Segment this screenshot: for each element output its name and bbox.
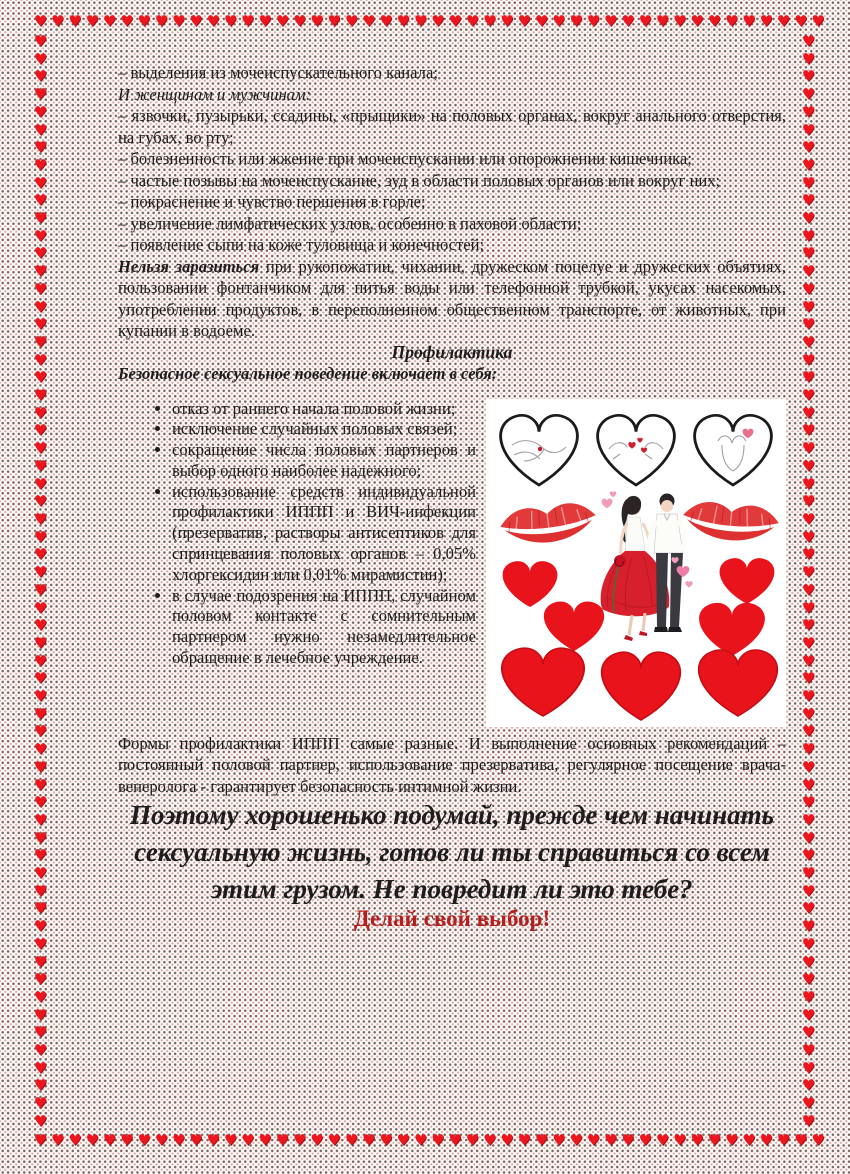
border-heart-icon: ♥ [801,279,816,298]
border-heart-icon: ♥ [154,1131,169,1149]
border-heart-icon: ♥ [33,1058,48,1077]
forms-paragraph: Формы профилактики ИППП самые разные. И выполнение основных рекомендаций – постоянный половой партнер, использование презерватива, регулярное посещение врача-венеролога - гарантирует безопасность интимной жизни. [118,733,786,796]
border-heart-icon: ♥ [33,67,48,86]
border-heart-icon: ♥ [801,32,816,50]
border-heart-icon: ♥ [801,527,816,546]
border-heart-icon: ♥ [801,315,816,334]
border-heart-icon: ♥ [794,1131,808,1149]
prevention-heading: Профилактика [391,341,513,362]
heart-border-right [801,32,816,1132]
border-heart-icon: ♥ [85,1131,100,1149]
border-heart-icon: ♥ [801,226,816,245]
border-heart-icon: ♥ [33,722,48,741]
border-heart-icon: ♥ [223,12,238,30]
border-heart-icon: ♥ [811,1131,825,1149]
border-heart-icon: ♥ [690,12,704,30]
border-heart-icon: ♥ [801,563,816,582]
border-heart-icon: ♥ [33,687,48,706]
border-heart-icon: ♥ [801,881,816,900]
border-heart-icon: ♥ [327,1131,341,1149]
border-heart-icon: ♥ [33,740,48,759]
border-heart-icon: ♥ [801,864,816,883]
border-heart-icon: ♥ [33,279,48,298]
border-heart-icon: ♥ [569,1131,583,1149]
border-heart-icon: ♥ [33,651,48,670]
border-heart-icon: ♥ [801,952,816,971]
border-heart-icon: ♥ [33,952,48,971]
border-heart-icon: ♥ [33,350,48,369]
border-heart-icon: ♥ [801,403,816,422]
border-heart-icon: ♥ [413,1131,428,1149]
border-heart-icon: ♥ [33,120,48,139]
symptom-line: – болезненность или жжение при мочеиспускании или опорожнении кишечника; [118,149,692,168]
border-heart-icon: ♥ [33,474,48,493]
border-heart-icon: ♥ [120,12,134,30]
border-heart-icon: ♥ [33,757,48,776]
border-heart-icon: ♥ [673,12,687,30]
border-heart-icon: ♥ [776,12,791,30]
border-heart-icon: ♥ [759,12,774,30]
border-heart-icon: ♥ [51,12,65,30]
border-heart-icon: ♥ [33,669,48,688]
border-heart-icon: ♥ [33,173,48,192]
border-heart-icon: ♥ [801,297,816,316]
border-heart-icon: ♥ [517,12,532,30]
border-heart-icon: ♥ [275,12,290,30]
border-heart-icon: ♥ [776,1131,791,1149]
border-heart-icon: ♥ [379,1131,393,1149]
border-heart-icon: ♥ [448,1131,462,1149]
border-heart-icon: ♥ [137,12,151,30]
border-heart-icon: ♥ [801,598,816,617]
border-heart-icon: ♥ [275,1131,290,1149]
border-heart-icon: ♥ [310,12,324,30]
symptoms-subheading: И женщинам и мужчинам: [118,84,312,104]
border-heart-icon: ♥ [673,1131,687,1149]
border-heart-icon: ♥ [465,1131,480,1149]
border-heart-icon: ♥ [801,1041,816,1060]
border-heart-icon: ♥ [801,722,816,741]
border-heart-icon: ♥ [344,12,359,30]
border-heart-icon: ♥ [33,580,48,599]
border-heart-icon: ♥ [33,439,48,458]
border-heart-icon: ♥ [801,1094,816,1113]
symptom-line: – выделения из мочеиспускательного канала; [118,63,438,82]
border-heart-icon: ♥ [33,864,48,883]
border-heart-icon: ♥ [586,1131,601,1149]
border-heart-icon: ♥ [534,12,549,30]
border-heart-icon: ♥ [172,1131,186,1149]
border-heart-icon: ♥ [801,456,816,475]
border-heart-icon: ♥ [801,1076,816,1095]
border-heart-icon: ♥ [154,12,169,30]
border-heart-icon: ♥ [33,917,48,936]
border-heart-icon: ♥ [690,1131,704,1149]
border-heart-icon: ♥ [344,1131,359,1149]
border-heart-icon: ♥ [552,12,566,30]
border-heart-icon: ♥ [801,846,816,865]
border-heart-icon: ♥ [707,12,722,30]
border-heart-icon: ♥ [68,1131,82,1149]
border-heart-icon: ♥ [801,687,816,706]
border-heart-icon: ♥ [801,138,816,157]
border-heart-icon: ♥ [500,1131,514,1149]
symptom-line: – частые позывы на мочеиспускание, зуд в области половых органов или вокруг них; [118,170,721,190]
border-heart-icon: ♥ [801,899,816,918]
border-heart-icon: ♥ [431,12,445,30]
border-heart-icon: ♥ [33,49,48,68]
border-heart-icon: ♥ [33,226,48,245]
border-heart-icon: ♥ [801,209,816,228]
border-heart-icon: ♥ [655,1131,670,1149]
border-heart-icon: ♥ [801,492,816,511]
border-heart-icon: ♥ [33,633,48,652]
border-heart-icon: ♥ [33,315,48,334]
border-heart-icon: ♥ [33,12,48,30]
border-heart-icon: ♥ [413,12,428,30]
border-heart-icon: ♥ [33,421,48,440]
border-heart-icon: ♥ [801,332,816,351]
border-heart-icon: ♥ [206,12,221,30]
border-heart-icon: ♥ [33,775,48,794]
border-heart-icon: ♥ [431,1131,445,1149]
border-heart-icon: ♥ [241,12,255,30]
border-heart-icon: ♥ [292,12,307,30]
heart-border-top [33,12,826,32]
border-heart-icon: ♥ [604,12,618,30]
border-heart-icon: ♥ [33,1131,48,1149]
symptom-line: – покраснение и чувство першения в горле; [118,192,426,211]
border-heart-icon: ♥ [102,12,117,30]
border-heart-icon: ♥ [552,1131,566,1149]
border-heart-icon: ♥ [33,386,48,405]
border-heart-icon: ♥ [33,244,48,263]
border-heart-icon: ♥ [801,669,816,688]
border-heart-icon: ♥ [801,49,816,68]
border-heart-icon: ♥ [801,970,816,989]
border-heart-icon: ♥ [801,439,816,458]
list-item: • отказ от раннего начала половой жизни; [172,399,786,420]
border-heart-icon: ♥ [801,509,816,528]
border-heart-icon: ♥ [621,12,635,30]
border-heart-icon: ♥ [801,474,816,493]
border-heart-icon: ♥ [137,1131,151,1149]
border-heart-icon: ♥ [33,527,48,546]
border-heart-icon: ♥ [586,12,601,30]
border-heart-icon: ♥ [801,350,816,369]
border-heart-icon: ♥ [604,1131,618,1149]
border-heart-icon: ♥ [801,934,816,953]
border-heart-icon: ♥ [241,1131,255,1149]
border-heart-icon: ♥ [258,12,272,30]
couple-hearts-illustration [486,399,786,727]
border-heart-icon: ♥ [33,368,48,387]
border-heart-icon: ♥ [801,85,816,104]
border-heart-icon: ♥ [801,386,816,405]
border-heart-icon: ♥ [189,1131,203,1149]
border-heart-icon: ♥ [801,580,816,599]
border-heart-icon: ♥ [33,1094,48,1113]
border-heart-icon: ♥ [51,1131,65,1149]
border-heart-icon: ♥ [33,85,48,104]
border-heart-icon: ♥ [801,191,816,210]
border-heart-icon: ♥ [638,12,653,30]
border-heart-icon: ♥ [33,545,48,564]
border-heart-icon: ♥ [725,1131,739,1149]
safe-behavior-lead: Безопасное сексуальное поведение включает в себя: [118,364,498,383]
border-heart-icon: ♥ [223,1131,238,1149]
border-heart-icon: ♥ [569,12,583,30]
border-heart-icon: ♥ [362,1131,376,1149]
border-heart-icon: ♥ [292,1131,307,1149]
border-heart-icon: ♥ [801,987,816,1006]
border-heart-icon: ♥ [33,846,48,865]
border-heart-icon: ♥ [33,1005,48,1024]
border-heart-icon: ♥ [801,810,816,829]
border-heart-icon: ♥ [33,1023,48,1042]
border-heart-icon: ♥ [801,917,816,936]
border-heart-icon: ♥ [801,244,816,263]
list-item: • сокращение числа половых партнеров и выбор одного наиболее надежного; [172,440,786,482]
border-heart-icon: ♥ [759,1131,774,1149]
border-heart-icon: ♥ [310,1131,324,1149]
border-heart-icon: ♥ [448,12,462,30]
border-heart-icon: ♥ [33,262,48,281]
border-heart-icon: ♥ [33,970,48,989]
border-heart-icon: ♥ [801,1005,816,1024]
border-heart-icon: ♥ [534,1131,549,1149]
border-heart-icon: ♥ [33,563,48,582]
border-heart-icon: ♥ [801,633,816,652]
border-heart-icon: ♥ [33,1076,48,1095]
border-heart-icon: ♥ [85,12,100,30]
border-heart-icon: ♥ [33,934,48,953]
border-heart-icon: ♥ [33,403,48,422]
border-heart-icon: ♥ [621,1131,635,1149]
border-heart-icon: ♥ [102,1131,117,1149]
border-heart-icon: ♥ [33,138,48,157]
border-heart-icon: ♥ [638,1131,653,1149]
border-heart-icon: ♥ [396,12,411,30]
border-heart-icon: ♥ [33,987,48,1006]
couple-hearts-illustration-svg [486,399,786,727]
border-heart-icon: ♥ [801,757,816,776]
border-heart-icon: ♥ [33,155,48,174]
border-heart-icon: ♥ [801,616,816,635]
cannot-infect-rest: при рукопожатии, чихании, дружеском поцелуе и дружеских объятиях, пользовании фонтанчиком для питья воды или телефонной трубкой, укусах насекомых, употреблении продуктов, в переполненном общественном транспорте, от животных, при купании в водоеме. [118,256,786,340]
border-heart-icon: ♥ [206,1131,221,1149]
border-heart-icon: ♥ [327,12,341,30]
border-heart-icon: ♥ [801,262,816,281]
border-heart-icon: ♥ [801,120,816,139]
symptom-line: – язвочки, пузырьки, ссадины, «прыщики» на половых органах, вокруг анального отверстия, на губах, во рту; [118,106,786,147]
final-statement: Поэтому хорошенько подумай, прежде чем начинать сексуальную жизнь, готов ли ты справиться со всем этим грузом. Не повредит ли это тебе? [130,800,774,904]
border-heart-icon: ♥ [483,12,497,30]
heart-border-left [33,32,48,1132]
border-heart-icon: ♥ [725,12,739,30]
border-heart-icon: ♥ [33,209,48,228]
border-heart-icon: ♥ [801,102,816,121]
document-content [118,62,786,930]
border-heart-icon: ♥ [120,1131,134,1149]
border-heart-icon: ♥ [801,775,816,794]
border-heart-icon: ♥ [33,509,48,528]
symptom-line: – увеличение лимфатических узлов, особенно в паховой области; [118,213,582,233]
heart-border-bottom [33,1131,826,1151]
list-item: • использование средств индивидуальной профилактики ИППП и ВИЧ-инфекции (презерватив, растворы антисептиков для спринцевания половых органов – 0,05% хлоргексидин или 0,01% мирамистин); [172,482,786,586]
border-heart-icon: ♥ [801,651,816,670]
border-heart-icon: ♥ [801,704,816,723]
border-heart-icon: ♥ [33,598,48,617]
border-heart-icon: ♥ [33,297,48,316]
border-heart-icon: ♥ [465,12,480,30]
border-heart-icon: ♥ [33,704,48,723]
border-heart-icon: ♥ [33,1041,48,1060]
border-heart-icon: ♥ [801,793,816,812]
border-heart-icon: ♥ [801,67,816,86]
border-heart-icon: ♥ [33,899,48,918]
border-heart-icon: ♥ [33,616,48,635]
border-heart-icon: ♥ [33,881,48,900]
border-heart-icon: ♥ [801,368,816,387]
border-heart-icon: ♥ [801,1111,816,1130]
border-heart-icon: ♥ [707,1131,722,1149]
border-heart-icon: ♥ [33,810,48,829]
border-heart-icon: ♥ [811,12,825,30]
border-heart-icon: ♥ [794,12,808,30]
list-item: • исключение случайных половых связей; [172,419,786,440]
border-heart-icon: ♥ [801,545,816,564]
border-heart-icon: ♥ [33,191,48,210]
border-heart-icon: ♥ [483,1131,497,1149]
border-heart-icon: ♥ [801,1023,816,1042]
border-heart-icon: ♥ [33,793,48,812]
border-heart-icon: ♥ [500,12,514,30]
bullets-and-figure [118,399,786,733]
cannot-infect-lead: Нельзя заразиться [118,256,260,276]
border-heart-icon: ♥ [172,12,186,30]
border-heart-icon: ♥ [33,102,48,121]
border-heart-icon: ♥ [801,740,816,759]
border-heart-icon: ♥ [517,1131,532,1149]
border-heart-icon: ♥ [801,173,816,192]
border-heart-icon: ♥ [801,828,816,847]
border-heart-icon: ♥ [33,1111,48,1130]
border-heart-icon: ♥ [362,12,376,30]
border-heart-icon: ♥ [33,332,48,351]
border-heart-icon: ♥ [33,492,48,511]
border-heart-icon: ♥ [801,155,816,174]
sketch-dot [538,446,542,450]
border-heart-icon: ♥ [33,456,48,475]
list-item: • в случае подозрения на ИППП, случайном половом контакте с сомнительным партнером нужно незамедлительное обращение в лечебное учреждение. [172,586,786,669]
border-heart-icon: ♥ [68,12,82,30]
border-heart-icon: ♥ [801,1058,816,1077]
border-heart-icon: ♥ [379,12,393,30]
border-heart-icon: ♥ [742,1131,756,1149]
call-to-action: Делай свой выбор! [353,906,551,931]
symptom-line: – появление сыпи на коже туловища и конечностей; [118,235,485,254]
border-heart-icon: ♥ [396,1131,411,1149]
border-heart-icon: ♥ [189,12,203,30]
cannot-infect-paragraph [118,256,786,342]
border-heart-icon: ♥ [655,12,670,30]
border-heart-icon: ♥ [742,12,756,30]
border-heart-icon: ♥ [33,32,48,50]
border-heart-icon: ♥ [33,828,48,847]
border-heart-icon: ♥ [258,1131,272,1149]
border-heart-icon: ♥ [801,421,816,440]
